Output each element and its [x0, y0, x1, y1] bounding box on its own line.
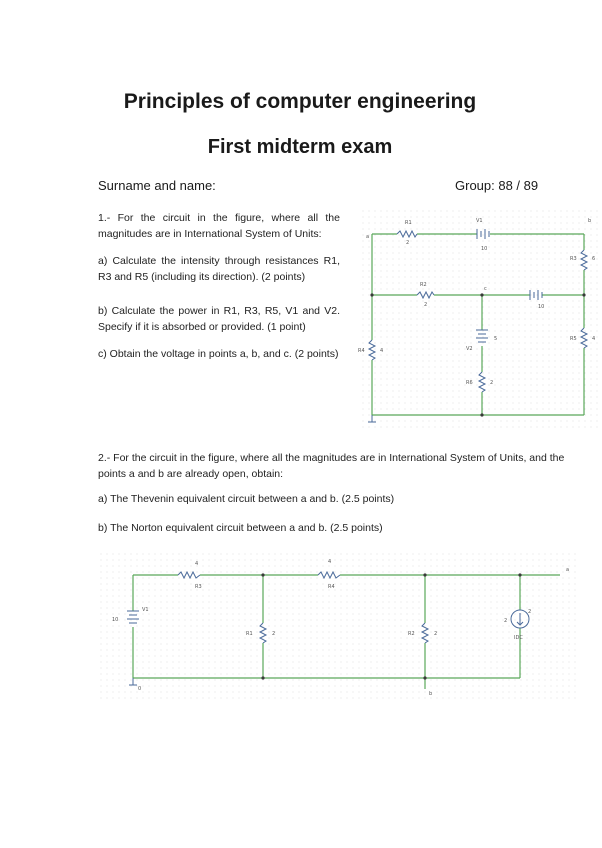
c2-v1-label: V1	[142, 607, 149, 613]
c1-r4-label: R4	[358, 348, 365, 354]
c2-v1-value: 10	[112, 617, 119, 623]
c2-r2-value: 2	[434, 631, 438, 637]
c1-r5-label: R5	[570, 336, 577, 342]
question-2-part-a: a) The Thevenin equivalent circuit between a and b. (2.5 points)	[98, 493, 395, 505]
c2-r1-value: 2	[272, 631, 276, 637]
c2-ground-label: 0	[138, 686, 142, 692]
c1-r6-value: 2	[490, 380, 494, 386]
c2-r2-label: R2	[408, 631, 415, 637]
c2-r3-value: 4	[195, 561, 199, 567]
surname-label: Surname and name:	[98, 178, 216, 193]
c1-v2-value: 5	[494, 336, 498, 342]
c1-v2-label: V2	[466, 346, 473, 352]
c2-idc-value: 2	[504, 618, 508, 624]
c1-r1-value: 2	[406, 240, 410, 246]
c2-idc-label: IDC	[514, 635, 523, 641]
c2-r4-value: 4	[328, 559, 332, 565]
c2-r4-label: R4	[328, 584, 335, 590]
c1-r1-label: R1	[405, 220, 412, 226]
exam-title: First midterm exam	[207, 136, 393, 158]
question-2-intro: 2.- For the circuit in the figure, where all the magnitudes are in International System of Units, and the points a and b are already open, obtain:	[98, 452, 565, 480]
circuit-1-diagram	[358, 210, 602, 430]
question-2-part-b: b) The Norton equivalent circuit between a and b. (2.5 points)	[98, 522, 383, 534]
c2-node-b: b	[429, 691, 433, 697]
group-label: Group: 88 / 89	[455, 178, 539, 193]
exam-course-title: Principles of computer engineering	[123, 90, 477, 113]
c2-node-a: a	[566, 567, 570, 573]
c1-r4-value: 4	[380, 348, 384, 354]
c1-r6-label: R6	[466, 380, 473, 386]
c1-r3-label: R3	[570, 256, 577, 262]
c1-r5-value: 4	[592, 336, 596, 342]
circuit-2-diagram	[100, 553, 580, 703]
c2-idc-value-top: 2	[528, 609, 532, 615]
question-1-part-a: a) Calculate the intensity through resistances R1, R3 and R5 (including its direction). (2 points)	[98, 255, 340, 283]
c1-r2-value: 2	[424, 302, 428, 308]
question-1-intro: 1.- For the circuit in the figure, where all the magnitudes are in International System of Units:	[98, 212, 340, 240]
c2-r3-label: R3	[195, 584, 202, 590]
c1-node-b: b	[588, 218, 592, 224]
c1-node-a: a	[366, 234, 370, 240]
c1-v1-value: 10	[481, 246, 488, 252]
c1-v3-value: 10	[538, 304, 545, 310]
question-1-part-c: c) Obtain the voltage in points a, b, and c. (2 points)	[98, 348, 339, 360]
c2-r1-label: R1	[246, 631, 253, 637]
c1-v1-label: V1	[476, 218, 483, 224]
question-1-part-b: b) Calculate the power in R1, R3, R5, V1 and V2. Specify if it is absorbed or provided. (1 point)	[98, 305, 340, 333]
c1-node-c: c	[484, 286, 487, 292]
c1-r2-label: R2	[420, 282, 427, 288]
c1-r3-value: 6	[592, 256, 596, 262]
